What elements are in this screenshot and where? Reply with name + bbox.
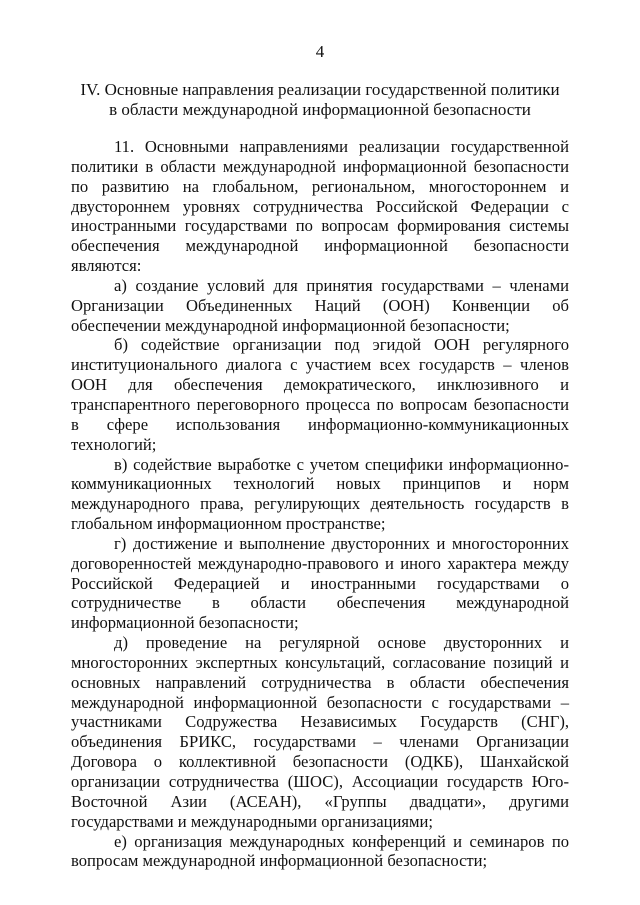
section-title-line-2: в области международной информационной безопасности [109, 100, 531, 119]
page-number: 4 [315, 42, 325, 61]
section-title-line-1: IV. Основные направления реализации государственной политики [80, 80, 560, 99]
item-b: б) содействие организации под эгидой ООН регулярного институционального диалога с участием всех государств – членов ООН для обеспечения демократического, инклюзивного и транспарентного переговорного процесса по вопросам безопасности в сфере использования информационно-коммуникационных технологий; [71, 335, 569, 454]
item-g: г) достижение и выполнение двусторонних и многосторонних договоренностей международно-правового и иного характера между Российской Федерацией и иностранными государствами о сотрудничестве в области обеспечения международной информационной безопасности; [71, 533, 569, 633]
paragraph-11: 11. Основными направлениями реализации государственной политики в области международной информационной безопасности по развитию на глобальном, региональном, многостороннем и двустороннем уровнях сотрудничества Российской Федерации с иностранными государствами по вопросам формирования системы обеспечения международной информационной безопасности являются: [71, 137, 569, 276]
document-body [71, 137, 569, 871]
item-e: е) организация международных конференций и семинаров по вопросам международной информационной безопасности; [71, 831, 569, 871]
item-v: в) содействие выработке с учетом специфики информационно-коммуникационных технологий новых принципов и норм международного права, регулирующих деятельность государств в глобальном информационном пространстве; [71, 454, 569, 534]
item-d: д) проведение на регулярной основе двусторонних и многосторонних экспертных консультаций, согласование позиций и основных направлений сотрудничества в области обеспечения международной информационной безопасности с государствами – участниками Содружества Независимых Государств (СНГ), объединения БРИКС, государствами – членами Организации Договора о коллективной безопасности (ОДКБ), Шанхайской организации сотрудничества (ШОС), Ассоциации государств Юго-Восточной Азии (АСЕАН), «Группы двадцати», другими государствами и международными организациями; [71, 633, 569, 831]
section-heading [70, 80, 570, 120]
item-a: а) создание условий для принятия государствами – членами Организации Объединенных Наций (ООН) Конвенции об обеспечении международной информационной безопасности; [71, 275, 569, 335]
